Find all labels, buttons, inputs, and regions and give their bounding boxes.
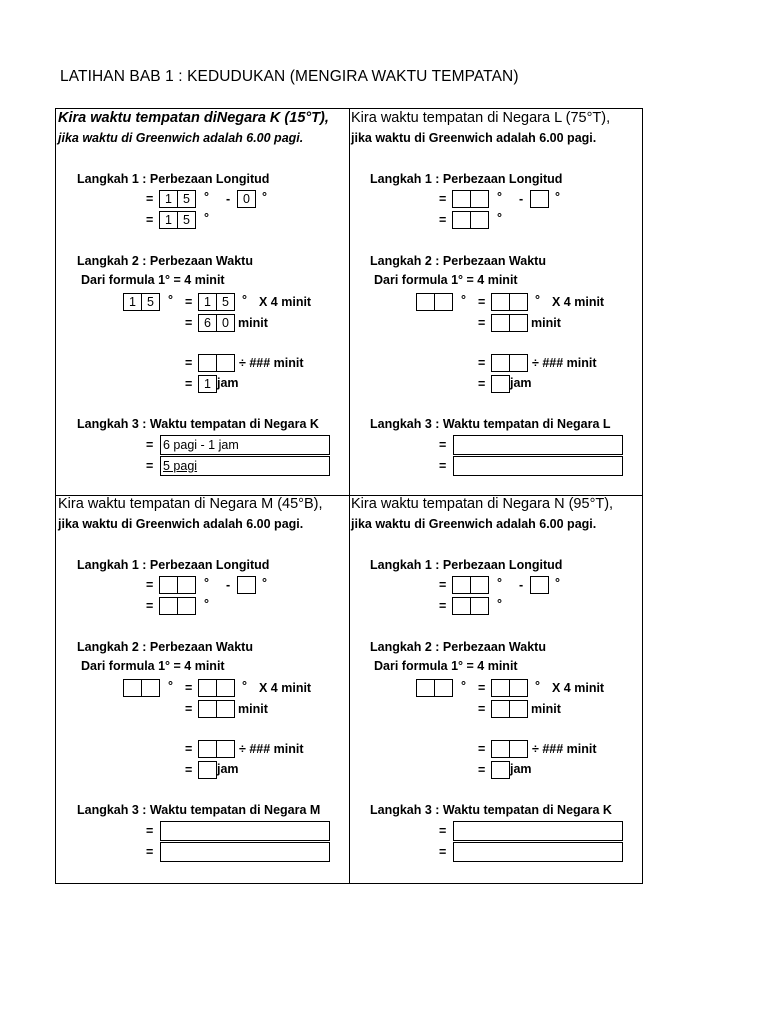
- step2-label: Langkah 2 : Perbezaan Waktu: [370, 254, 546, 268]
- division-box[interactable]: [198, 354, 235, 372]
- jam-result-box-digit: [199, 762, 216, 778]
- jam-result-box[interactable]: [491, 761, 510, 779]
- longitude-a-box-digit: [470, 577, 488, 593]
- panel-heading: Kira waktu tempatan di Negara L (75°T),: [351, 110, 611, 126]
- step3-label: Langkah 3 : Waktu tempatan di Negara L: [370, 417, 611, 431]
- difference-right-box-digit: [509, 294, 527, 310]
- longitude-b-box[interactable]: [237, 576, 256, 594]
- difference-right-box-digit: [199, 680, 216, 696]
- formula-label: Dari formula 1° = 4 minit: [81, 273, 225, 287]
- equals-sign: =: [478, 681, 486, 695]
- equals-sign: =: [439, 824, 447, 838]
- panel-subheading: jika waktu di Greenwich adalah 6.00 pagi.: [58, 517, 304, 531]
- division-box-digit: [509, 355, 527, 371]
- answer-line-2[interactable]: [453, 456, 623, 476]
- longitude-a-box[interactable]: [452, 576, 489, 594]
- division-box-digit: [492, 741, 509, 757]
- difference-left-box-digit: [417, 680, 434, 696]
- step3-label: Langkah 3 : Waktu tempatan di Negara K: [370, 803, 612, 817]
- step1-label: Langkah 1 : Perbezaan Longitud: [370, 172, 563, 186]
- longitude-a-box-digit: 1: [165, 192, 172, 206]
- jam-label: jam: [217, 376, 239, 390]
- minit-result-box-digit: [216, 701, 234, 717]
- degree-sign: °: [555, 190, 560, 204]
- longitude-b-box-digit: 0: [243, 192, 250, 206]
- formula-label: Dari formula 1° = 4 minit: [374, 659, 518, 673]
- panel-heading: Kira waktu tempatan di Negara N (95°T),: [351, 496, 614, 512]
- answer-line-2[interactable]: [160, 456, 330, 476]
- minit-result-box-digit: [492, 315, 509, 331]
- equals-sign: =: [478, 316, 486, 330]
- difference-right-box-digit: [216, 680, 234, 696]
- step3-label: Langkah 3 : Waktu tempatan di Negara K: [77, 417, 319, 431]
- difference-left-box-digit: [434, 680, 452, 696]
- longitude-result-box-digit: [470, 212, 488, 228]
- answer-line-1[interactable]: 6 pagi - 1 jam: [160, 435, 330, 455]
- division-box[interactable]: [198, 740, 235, 758]
- division-label: ÷ ### minit: [532, 742, 597, 756]
- degree-sign: °: [204, 576, 209, 590]
- division-box-digit: [492, 355, 509, 371]
- minit-label: minit: [238, 316, 268, 330]
- degree-sign: °: [204, 597, 209, 611]
- times-minit-label: X 4 minit: [552, 295, 605, 309]
- equals-sign: =: [146, 192, 154, 206]
- degree-sign: °: [497, 597, 502, 611]
- exercise-panel: [56, 109, 349, 496]
- equals-sign: =: [478, 356, 486, 370]
- longitude-result-box-digit: 5: [177, 212, 195, 228]
- degree-sign: °: [242, 679, 247, 693]
- difference-left-box-digit: [141, 680, 159, 696]
- minit-result-box[interactable]: [198, 700, 235, 718]
- equals-sign: =: [146, 578, 154, 592]
- answer-line-1[interactable]: [453, 821, 623, 841]
- minit-result-box-digit: 0: [216, 315, 234, 331]
- times-minit-label: X 4 minit: [259, 295, 312, 309]
- answer-line-2-text: 5 pagi: [163, 459, 198, 473]
- panel-subheading: jika waktu di Greenwich adalah 6.00 pagi.: [351, 517, 597, 531]
- jam-label: jam: [510, 762, 532, 776]
- longitude-b-box-digit: [238, 577, 255, 593]
- step1-label: Langkah 1 : Perbezaan Longitud: [77, 558, 270, 572]
- jam-result-box-digit: 1: [204, 377, 211, 391]
- division-box-digit: [216, 355, 234, 371]
- jam-result-box[interactable]: [198, 375, 217, 393]
- step2-label: Langkah 2 : Perbezaan Waktu: [77, 640, 253, 654]
- division-box-digit: [199, 355, 216, 371]
- difference-right-box[interactable]: [491, 293, 528, 311]
- jam-label: jam: [217, 762, 239, 776]
- formula-label: Dari formula 1° = 4 minit: [374, 273, 518, 287]
- division-box[interactable]: [491, 354, 528, 372]
- difference-left-box[interactable]: [416, 679, 453, 697]
- division-box[interactable]: [491, 740, 528, 758]
- degree-sign: °: [555, 576, 560, 590]
- minit-result-box[interactable]: [491, 314, 528, 332]
- equals-sign: =: [146, 824, 154, 838]
- degree-sign: °: [262, 576, 267, 590]
- difference-left-box[interactable]: [416, 293, 453, 311]
- times-minit-label: X 4 minit: [552, 681, 605, 695]
- difference-right-box-digit: [509, 680, 527, 696]
- equals-sign: =: [185, 356, 193, 370]
- difference-left-box-digit: 5: [141, 294, 159, 310]
- exercise-panel: [349, 109, 642, 496]
- difference-left-box[interactable]: [123, 679, 160, 697]
- longitude-b-box[interactable]: [237, 190, 256, 208]
- longitude-a-box-digit: [160, 577, 177, 593]
- division-box-digit: [199, 741, 216, 757]
- minus-sign: -: [226, 578, 231, 592]
- degree-sign: °: [168, 293, 173, 307]
- longitude-a-box-digit: [453, 577, 470, 593]
- difference-left-box-digit: 1: [129, 295, 136, 309]
- minus-sign: -: [519, 192, 524, 206]
- equals-sign: =: [439, 578, 447, 592]
- longitude-b-box[interactable]: [530, 190, 549, 208]
- division-box-digit: [509, 741, 527, 757]
- difference-left-box-digit: [434, 294, 452, 310]
- jam-label: jam: [510, 376, 532, 390]
- equals-sign: =: [185, 295, 193, 309]
- difference-left-box[interactable]: [123, 293, 160, 311]
- panel-heading: Kira waktu tempatan di Negara M (45°B),: [58, 496, 323, 512]
- equals-sign: =: [185, 742, 193, 756]
- longitude-b-box[interactable]: [530, 576, 549, 594]
- difference-right-box-digit: [492, 294, 509, 310]
- equals-sign: =: [439, 213, 447, 227]
- longitude-b-box-digit: [531, 191, 548, 207]
- minus-sign: -: [226, 192, 231, 206]
- exercise-panel: [349, 495, 642, 882]
- longitude-result-box[interactable]: [159, 211, 196, 229]
- degree-sign: °: [461, 679, 466, 693]
- minit-result-box[interactable]: [491, 700, 528, 718]
- difference-right-box-digit: [492, 680, 509, 696]
- degree-sign: °: [204, 190, 209, 204]
- jam-result-box[interactable]: [491, 375, 510, 393]
- equals-sign: =: [146, 845, 154, 859]
- equals-sign: =: [185, 377, 193, 391]
- minit-result-box[interactable]: [198, 314, 235, 332]
- equals-sign: =: [185, 763, 193, 777]
- degree-sign: °: [497, 190, 502, 204]
- difference-left-box-digit: [417, 294, 434, 310]
- longitude-b-box-digit: [531, 577, 548, 593]
- division-label: ÷ ### minit: [239, 356, 304, 370]
- longitude-a-box[interactable]: [159, 190, 196, 208]
- longitude-a-box-digit: [177, 577, 195, 593]
- equals-sign: =: [146, 438, 154, 452]
- panel-subheading: jika waktu di Greenwich adalah 6.00 pagi.: [58, 131, 304, 145]
- difference-right-box[interactable]: [198, 679, 235, 697]
- degree-sign: °: [168, 679, 173, 693]
- division-box-digit: [216, 741, 234, 757]
- answer-line-2[interactable]: [453, 842, 623, 862]
- equals-sign: =: [439, 192, 447, 206]
- longitude-result-box-digit: [177, 598, 195, 614]
- page-title: LATIHAN BAB 1 : KEDUDUKAN (MENGIRA WAKTU TEMPATAN): [60, 68, 519, 85]
- equals-sign: =: [185, 702, 193, 716]
- answer-line-1[interactable]: [453, 435, 623, 455]
- jam-result-box[interactable]: [198, 761, 217, 779]
- step2-label: Langkah 2 : Perbezaan Waktu: [370, 640, 546, 654]
- answer-line-2[interactable]: [160, 842, 330, 862]
- minit-label: minit: [531, 316, 561, 330]
- difference-right-box[interactable]: [491, 679, 528, 697]
- difference-left-box-digit: [124, 680, 141, 696]
- longitude-result-box-digit: 1: [165, 213, 172, 227]
- longitude-result-box-digit: [470, 598, 488, 614]
- longitude-result-box[interactable]: [452, 211, 489, 229]
- longitude-a-box-digit: [470, 191, 488, 207]
- minit-result-box-digit: 6: [204, 316, 211, 330]
- equals-sign: =: [439, 438, 447, 452]
- equals-sign: =: [478, 763, 486, 777]
- minit-result-box-digit: [199, 701, 216, 717]
- degree-sign: °: [535, 679, 540, 693]
- longitude-a-box[interactable]: [159, 576, 196, 594]
- longitude-result-box[interactable]: [452, 597, 489, 615]
- equals-sign: =: [185, 316, 193, 330]
- equals-sign: =: [478, 702, 486, 716]
- step1-label: Langkah 1 : Perbezaan Longitud: [77, 172, 270, 186]
- longitude-a-box-digit: [453, 191, 470, 207]
- minit-result-box-digit: [509, 701, 527, 717]
- equals-sign: =: [478, 377, 486, 391]
- jam-result-box-digit: [492, 376, 509, 392]
- degree-sign: °: [535, 293, 540, 307]
- equals-sign: =: [478, 295, 486, 309]
- difference-right-box[interactable]: [198, 293, 235, 311]
- longitude-a-box-digit: 5: [177, 191, 195, 207]
- equals-sign: =: [439, 599, 447, 613]
- equals-sign: =: [439, 459, 447, 473]
- minit-label: minit: [531, 702, 561, 716]
- division-label: ÷ ### minit: [239, 742, 304, 756]
- minit-label: minit: [238, 702, 268, 716]
- exercise-grid: [55, 108, 643, 884]
- equals-sign: =: [146, 599, 154, 613]
- degree-sign: °: [242, 293, 247, 307]
- step1-label: Langkah 1 : Perbezaan Longitud: [370, 558, 563, 572]
- longitude-result-box[interactable]: [159, 597, 196, 615]
- equals-sign: =: [439, 845, 447, 859]
- longitude-result-box-digit: [160, 598, 177, 614]
- degree-sign: °: [497, 211, 502, 225]
- difference-right-box-digit: 1: [204, 295, 211, 309]
- equals-sign: =: [478, 742, 486, 756]
- degree-sign: °: [461, 293, 466, 307]
- times-minit-label: X 4 minit: [259, 681, 312, 695]
- jam-result-box-digit: [492, 762, 509, 778]
- step3-label: Langkah 3 : Waktu tempatan di Negara M: [77, 803, 321, 817]
- exercise-panel: [56, 495, 349, 882]
- equals-sign: =: [146, 213, 154, 227]
- panel-heading: Kira waktu tempatan diNegara K (15°T),: [58, 110, 329, 126]
- minit-result-box-digit: [509, 315, 527, 331]
- degree-sign: °: [204, 211, 209, 225]
- longitude-result-box-digit: [453, 212, 470, 228]
- answer-line-1[interactable]: [160, 821, 330, 841]
- minus-sign: -: [519, 578, 524, 592]
- degree-sign: °: [262, 190, 267, 204]
- equals-sign: =: [185, 681, 193, 695]
- formula-label: Dari formula 1° = 4 minit: [81, 659, 225, 673]
- division-label: ÷ ### minit: [532, 356, 597, 370]
- longitude-result-box-digit: [453, 598, 470, 614]
- step2-label: Langkah 2 : Perbezaan Waktu: [77, 254, 253, 268]
- minit-result-box-digit: [492, 701, 509, 717]
- difference-right-box-digit: 5: [216, 294, 234, 310]
- degree-sign: °: [497, 576, 502, 590]
- equals-sign: =: [146, 459, 154, 473]
- panel-subheading: jika waktu di Greenwich adalah 6.00 pagi.: [351, 131, 597, 145]
- longitude-a-box[interactable]: [452, 190, 489, 208]
